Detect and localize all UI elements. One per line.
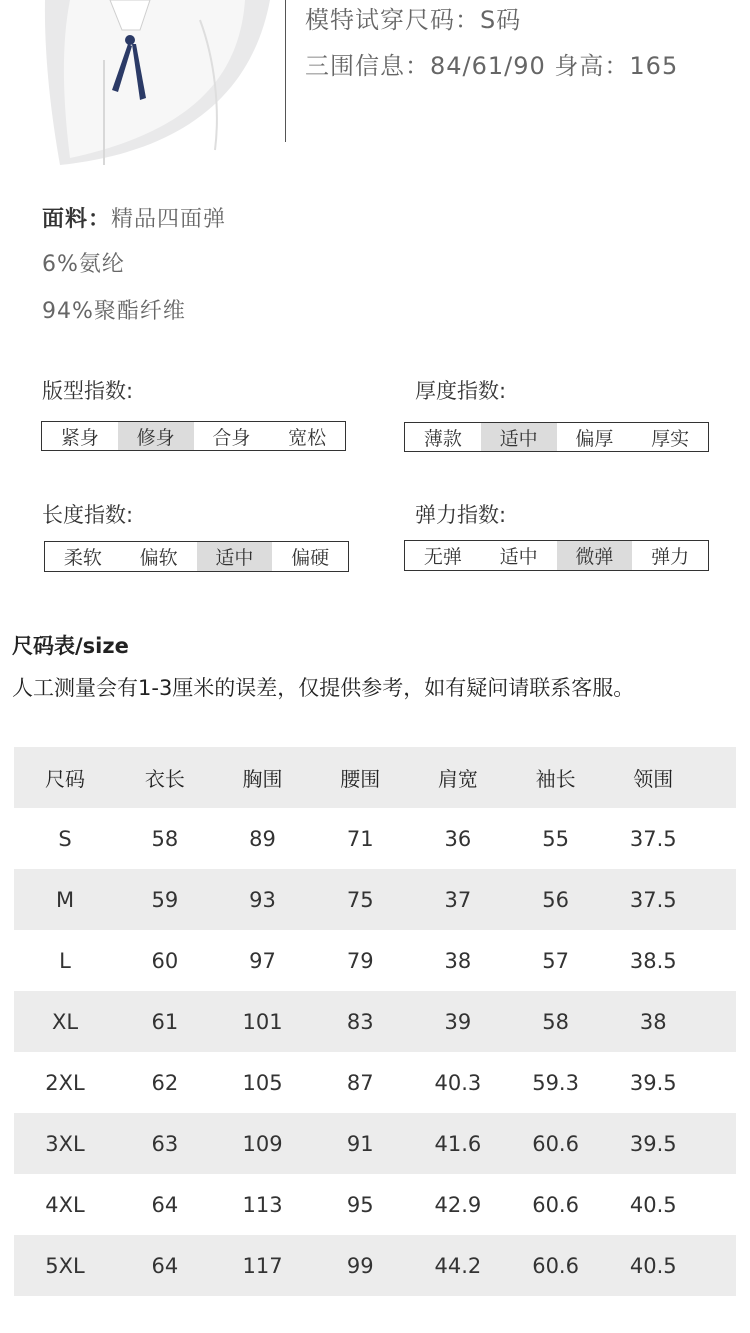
fabric-composition-2: 94%聚酯纤维 [42,299,186,324]
measurement-cell: 101 [242,1009,283,1034]
measurement-cell: 59.3 [532,1070,579,1095]
divider-line [285,0,286,142]
model-size-text: 模特试穿尺码：S码 [305,6,522,34]
measurement-cell: 36 [444,826,472,851]
measurement-cell: 62 [151,1070,179,1095]
measurement-cell: 79 [346,948,374,973]
measurement-cell: 40.5 [629,1192,677,1217]
measurement-cell: 97 [249,948,276,973]
table-row [14,1174,736,1235]
measurement-cell: 63 [151,1131,179,1156]
fabric-label: 面料： [42,207,112,232]
thickness-option: 薄款 [423,427,462,450]
measurement-cell: 91 [346,1131,374,1156]
measurement-cell: 58 [151,826,179,851]
measurement-cell: 87 [346,1070,374,1095]
size-table [14,747,736,1296]
table-header-cell: 腰围 [340,767,381,791]
fit-option: 合身 [212,426,251,449]
measurement-cell: 60.6 [532,1253,579,1278]
table-row [14,808,736,869]
size-label-cell: 5XL [45,1253,85,1278]
elasticity-index-scale [404,540,709,571]
size-chart-note: 人工测量会有1-3厘米的误差，仅提供参考，如有疑问请联系客服。 [12,676,635,700]
table-body [14,808,736,1296]
measurement-cell: 38 [444,948,472,973]
measurement-cell: 64 [151,1253,179,1278]
fit-option: 修身 [118,422,194,450]
measurement-cell: 59 [151,887,179,912]
length-option: 偏硬 [291,547,330,569]
measurement-cell: 40.5 [629,1253,677,1278]
size-label-cell: M [55,887,75,912]
length-option: 偏软 [139,547,178,569]
measurement-cell: 44.2 [434,1253,482,1278]
length-option: 柔软 [63,547,102,569]
measurement-cell: 99 [346,1253,374,1278]
measurement-cell: 38 [639,1009,667,1034]
measurement-cell: 113 [242,1192,283,1217]
table-row [14,1235,736,1296]
fabric-value: 精品四面弹 [111,207,227,232]
measurement-cell: 75 [346,887,374,912]
table-row [14,991,736,1052]
table-header-cell: 肩宽 [437,767,478,791]
fit-option: 紧身 [60,426,99,449]
elasticity-option: 弹力 [651,546,690,568]
elasticity-option: 适中 [499,546,538,568]
length-option: 适中 [197,542,273,571]
fabric-composition-1: 6%氨纶 [42,252,125,277]
table-header-row [14,747,736,808]
measurement-cell: 39 [444,1009,472,1034]
measurement-cell: 60 [151,948,179,973]
thickness-option: 偏厚 [575,427,614,450]
fit-index-title: 版型指数: [42,379,134,403]
size-label-cell: 2XL [45,1070,85,1095]
length-index-scale [44,541,349,572]
elasticity-index-title: 弹力指数: [415,503,507,527]
measurement-cell: 56 [542,887,569,912]
model-measure-text: 三围信息：84/61/90 身高：165 [305,52,679,80]
measurement-cell: 41.6 [434,1131,482,1156]
measurement-cell: 37.5 [629,887,677,912]
measurement-cell: 71 [346,826,374,851]
measurement-cell: 105 [242,1070,283,1095]
fit-index-scale [41,421,346,451]
thickness-index-scale [404,422,709,452]
table-row [14,1113,736,1174]
measurement-cell: 38.5 [629,948,677,973]
table-row [14,930,736,991]
table-header-cell: 领围 [633,767,674,791]
table-header-cell: 尺码 [45,767,85,791]
measurement-cell: 83 [346,1009,374,1034]
measurement-cell: 89 [249,826,276,851]
measurement-cell: 60.6 [532,1192,579,1217]
fit-option: 宽松 [288,426,327,449]
table-header-cell: 胸围 [242,767,283,791]
measurement-cell: 42.9 [434,1192,482,1217]
length-index-title: 长度指数: [42,503,134,527]
model-photo [0,0,270,168]
fabric-line [42,202,226,233]
table-row [14,1052,736,1113]
elasticity-option: 无弹 [423,546,462,568]
measurement-cell: 60.6 [532,1131,579,1156]
measurement-cell: 58 [542,1009,569,1034]
measurement-cell: 61 [151,1009,179,1034]
measurement-cell: 57 [542,948,569,973]
measurement-cell: 40.3 [434,1070,482,1095]
table-header-cell: 衣长 [144,767,185,791]
table-row [14,869,736,930]
measurement-cell: 93 [249,887,276,912]
measurement-cell: 37 [444,887,472,912]
size-label-cell: 4XL [45,1192,85,1217]
measurement-cell: 95 [346,1192,374,1217]
thickness-option: 厚实 [651,427,690,450]
table-header-cell: 袖长 [535,767,576,791]
size-label-cell: L [59,948,71,973]
size-label-cell: S [58,826,72,851]
thickness-index-title: 厚度指数: [415,379,507,403]
measurement-cell: 55 [542,826,569,851]
measurement-cell: 64 [151,1192,179,1217]
size-chart-title: 尺码表/size [12,634,129,658]
elasticity-option: 微弹 [557,541,633,570]
measurement-cell: 117 [242,1253,283,1278]
measurement-cell: 37.5 [629,826,677,851]
measurement-cell: 39.5 [629,1131,677,1156]
size-label-cell: XL [51,1009,79,1034]
measurement-cell: 39.5 [629,1070,677,1095]
thickness-option: 适中 [481,423,557,451]
size-label-cell: 3XL [45,1131,85,1156]
measurement-cell: 109 [242,1131,283,1156]
